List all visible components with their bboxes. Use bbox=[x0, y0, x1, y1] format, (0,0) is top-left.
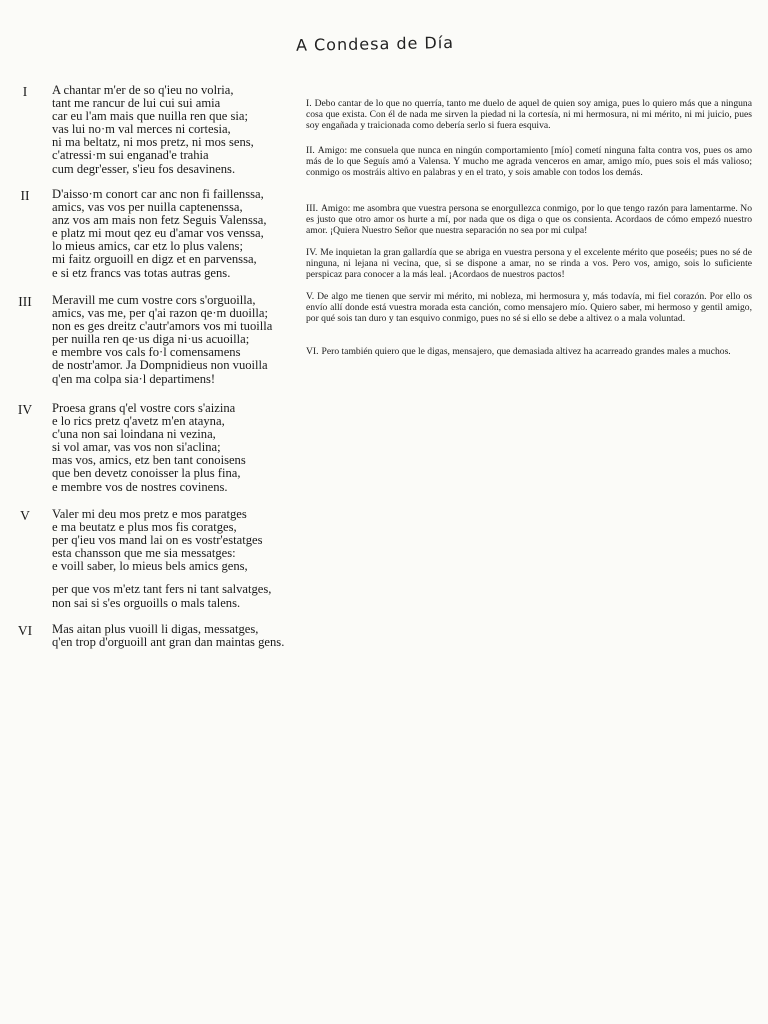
paragraph-text: Me inquietan la gran gallardía que se abriga en vuestra persona y el excelente mérito que poseéis; pues no sé de ninguna, ni lejana ni vecina, que, si se dispone a amar, no se rinda a vos. Pero vos, amigo, sois lo suficiente perspicaz para conocer a la más leal. ¡Acordaos de nuestros pactos! bbox=[306, 247, 752, 281]
verse-line: q'en trop d'orguoill ant gran dan maintas gens. bbox=[52, 635, 285, 650]
verse-line: non es ges dreitz c'autr'amors vos mi tuoilla bbox=[52, 319, 273, 334]
verse-line: esta chansson que me sia messatges: bbox=[52, 546, 236, 561]
verse-line: e voill saber, lo mieus bels amics gens, bbox=[52, 559, 248, 574]
translation-paragraph-2 bbox=[306, 145, 752, 179]
stanza-numeral: V bbox=[20, 508, 30, 523]
paragraph-label: VI. bbox=[306, 346, 319, 357]
verse-line: D'aisso·m conort car anc non fi faillenssa, bbox=[52, 187, 264, 201]
verse-line: c'atressi·m sui enganad'e trahia bbox=[52, 148, 209, 163]
stanza-lines bbox=[52, 294, 322, 386]
verse-line: ni ma beltatz, ni mos pretz, ni mos sens, bbox=[52, 135, 254, 150]
verse-line: de nostr'amor. Ja Dompnidieus non vuoilla bbox=[52, 358, 268, 373]
verse-line: anz vos am mais non fetz Seguis Valenssa, bbox=[52, 213, 267, 228]
verse-line: mas vos, amics, etz ben tant conoisens bbox=[52, 453, 246, 468]
verse-line: e membre vos de nostres covinens. bbox=[52, 479, 228, 494]
verse-line: amics, vas vos per nuilla captenenssa, bbox=[52, 200, 243, 215]
verse-line: e platz mi mout qez eu d'amar vos venssa, bbox=[52, 226, 264, 241]
stanza-lines bbox=[52, 188, 322, 280]
verse-line: tant me rancur de lui cui sui amia bbox=[52, 96, 221, 111]
handwritten-title: A Condesa de Día bbox=[295, 32, 455, 55]
stanza-numeral: VI bbox=[17, 623, 33, 638]
verse-line: lo mieus amics, car etz lo plus valens; bbox=[52, 239, 243, 254]
stanza-lines bbox=[52, 508, 322, 610]
translation-paragraph-4 bbox=[306, 247, 752, 281]
paragraph-label: I. bbox=[306, 98, 312, 109]
translation-paragraph-3 bbox=[306, 203, 752, 237]
verse-line: Mas aitan plus vuoill li digas, messatges, bbox=[52, 622, 259, 636]
verse-line: e si etz francs vas totas autras gens. bbox=[52, 265, 231, 280]
verse-line: per q'ieu vos mand lai on es vostr'estatges bbox=[52, 533, 263, 548]
verse-line: mi faitz orguoill en digz et en parvenssa, bbox=[52, 252, 257, 267]
verse-line: e membre vos cals fo·l comensamens bbox=[52, 345, 241, 360]
paragraph-text: Debo cantar de lo que no querría, tanto me duelo de aquel de quien soy amiga, pues lo quiero más que a ninguna cosa que exista. Con él de nada me sirven la piedad ni la cortesía, ni mi hermosura, ni mi mérito, ni mi juicio, pues soy engañada y traicionada como debería serlo si fuera esquiva. bbox=[306, 98, 752, 132]
translation-paragraph-1 bbox=[306, 98, 752, 132]
verse-line: non sai si s'es orguoills o mals talens. bbox=[52, 595, 241, 610]
verse-line: Valer mi deu mos pretz e mos paratges bbox=[52, 507, 247, 521]
verse-line: si vol amar, vas vos non si'aclina; bbox=[52, 440, 221, 455]
translation-paragraph-6 bbox=[306, 346, 752, 357]
stanza-lines bbox=[52, 84, 322, 176]
paragraph-text: Amigo: me asombra que vuestra persona se enorgullezca conmigo, por lo que tengo razón para lamentarme. No es justo que otro amor os hurte a mí, por nada que os diga o que os consienta. Acordaos de cómo empezó nuestro amor. ¡Quiera Nuestro Señor que nuestra separación no sea por mi culpa! bbox=[306, 203, 752, 237]
verse-line: Meravill me cum vostre cors s'orguoilla, bbox=[52, 293, 256, 307]
verse-line: e lo rics pretz q'avetz m'en atayna, bbox=[52, 414, 225, 429]
verse-line: cum degr'esser, s'ieu fos desavinens. bbox=[52, 161, 236, 176]
paragraph-text: De algo me tienen que servir mi mérito, mi nobleza, mi hermosura y, más todavía, mi fiel corazón. Por ello os envío allí donde está vuestra morada esta canción, como mensajero mío. Quiero saber, mi hermoso y gentil amigo, por qué sois tan duro y tan esquivo conmigo, pues no sé si ello se debe a altivez o a mala voluntad. bbox=[306, 291, 752, 325]
paragraph-label: V. bbox=[306, 291, 315, 302]
verse-line: c'una non sai loindana ni vezina, bbox=[52, 427, 216, 442]
stanza-numeral: I bbox=[22, 84, 28, 99]
verse-line: per que vos m'etz tant fers ni tant salvatges, bbox=[52, 582, 272, 597]
verse-line: e ma beutatz e plus mos fis coratges, bbox=[52, 520, 237, 535]
verse-line: vas lui no·m val merces ni cortesia, bbox=[52, 122, 231, 137]
stanza-lines bbox=[52, 402, 322, 494]
verse-line: q'en ma colpa sia·l departimens! bbox=[52, 371, 216, 386]
stanza-numeral: II bbox=[20, 188, 30, 203]
verse-line: Proesa grans q'el vostre cors s'aizina bbox=[52, 401, 236, 415]
stanza-lines bbox=[52, 623, 322, 649]
stanza-numeral: IV bbox=[17, 402, 33, 417]
translation-paragraph-5 bbox=[306, 291, 752, 325]
paragraph-text: Amigo: me consuela que nunca en ningún comportamiento [mío] cometí ninguna falta contra vos, pues os amo más de lo que Seguís amó a Valensa. Y mucho me agrada venceros en amar, amigo mío, pues sois el más valioso; conmigo os mostráis altivo en palabras y en el trato, y sois amable con todos los demás. bbox=[306, 145, 752, 179]
verse-line: per nuilla ren qe·us diga ni·us acuoilla; bbox=[52, 332, 250, 347]
paragraph-text: Pero también quiero que le digas, mensajero, que demasiada altivez ha acarreado grandes males a muchos. bbox=[321, 346, 731, 357]
verse-line: que ben devetz conoisser la plus fina, bbox=[52, 466, 241, 481]
verse-line: amics, vas me, per q'ai razon qe·m duoilla; bbox=[52, 306, 268, 321]
paragraph-label: IV. bbox=[306, 247, 318, 258]
verse-line: A chantar m'er de so q'ieu no volria, bbox=[52, 83, 234, 97]
paragraph-label: III. bbox=[306, 203, 318, 214]
paragraph-label: II. bbox=[306, 145, 315, 156]
stanza-numeral: III bbox=[18, 294, 32, 309]
verse-line: car eu l'am mais que nuilla ren que sia; bbox=[52, 109, 249, 124]
